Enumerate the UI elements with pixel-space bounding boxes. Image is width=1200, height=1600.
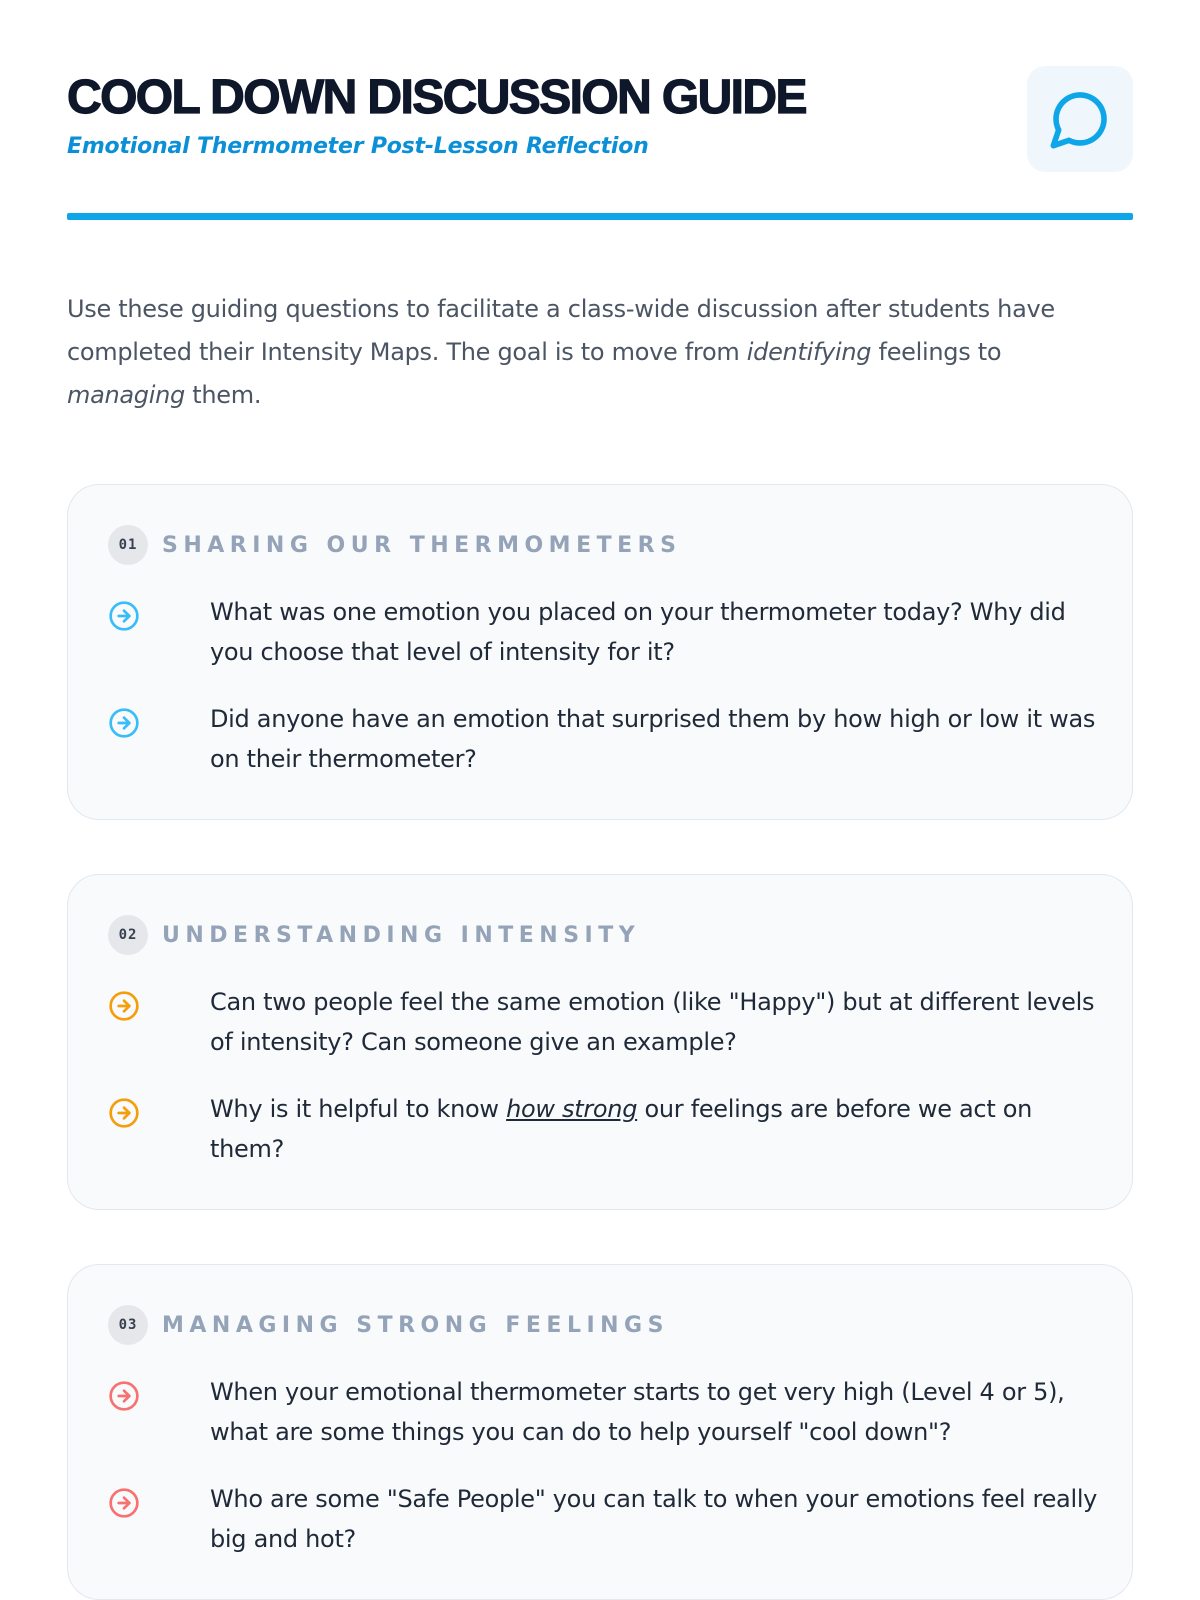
section-title: MANAGING STRONG FEELINGS <box>162 1312 669 1338</box>
arrow-right-circle-icon <box>108 600 140 632</box>
arrow-right-circle-icon <box>108 1097 140 1129</box>
question-text: When your emotional thermometer starts to get very high (Level 4 or 5), what are some things you can do to help yourself "cool down"? <box>210 1378 1065 1446</box>
section-header <box>108 915 640 955</box>
intro-emphasis-managing: managing <box>67 381 185 409</box>
section-card-intensity <box>67 874 1133 1210</box>
question-text: Did anyone have an emotion that surprised them by how high or low it was on their thermometer? <box>210 705 1096 773</box>
arrow-right-circle-icon <box>108 707 140 739</box>
section-title: SHARING OUR THERMOMETERS <box>162 532 682 558</box>
section-title: UNDERSTANDING INTENSITY <box>162 922 641 948</box>
question-item <box>108 982 1108 1062</box>
section-header <box>108 1305 669 1345</box>
question-text: Can two people feel the same emotion (like "Happy") but at different levels of intensity? Can someone give an example? <box>210 988 1095 1056</box>
section-card-sharing <box>67 484 1133 820</box>
arrow-right-circle-icon <box>108 990 140 1022</box>
section-header <box>108 525 681 565</box>
section-number-badge: 03 <box>108 1305 148 1345</box>
section-number-badge: 02 <box>108 915 148 955</box>
arrow-right-circle-icon <box>108 1380 140 1412</box>
question-item <box>108 1479 1108 1559</box>
intro-text: feelings to <box>871 338 1002 366</box>
question-item <box>108 1089 1108 1169</box>
question-text-part: Why is it helpful to know <box>210 1095 507 1123</box>
question-text-part: our feelings are before we act on them? <box>210 1095 1033 1163</box>
page-title: COOL DOWN DISCUSSION GUIDE <box>67 71 806 124</box>
header-divider <box>67 213 1133 220</box>
question-item <box>108 699 1108 779</box>
arrow-right-circle-icon <box>108 1487 140 1519</box>
chat-icon-container <box>1027 66 1133 172</box>
intro-text: Use these guiding questions to facilitate a class-wide discussion after students have completed their Intensity Maps. The goal is to move from <box>67 295 1055 366</box>
question-emphasis: how strong <box>506 1095 638 1123</box>
question-item <box>108 1372 1108 1452</box>
question-text: What was one emotion you placed on your thermometer today? Why did you choose that level of intensity for it? <box>210 598 1066 666</box>
chat-bubble-icon <box>1048 87 1112 151</box>
question-text: Who are some "Safe People" you can talk to when your emotions feel really big and hot? <box>210 1485 1098 1553</box>
intro-paragraph <box>67 288 1117 417</box>
intro-emphasis-identifying: identifying <box>746 338 872 366</box>
question-item <box>108 592 1108 672</box>
intro-text: them. <box>184 381 262 409</box>
section-number-badge: 01 <box>108 525 148 565</box>
header <box>67 66 1133 222</box>
page-subtitle: Emotional Thermometer Post-Lesson Reflection <box>67 134 649 159</box>
question-text <box>210 1089 1110 1169</box>
section-card-managing <box>67 1264 1133 1600</box>
